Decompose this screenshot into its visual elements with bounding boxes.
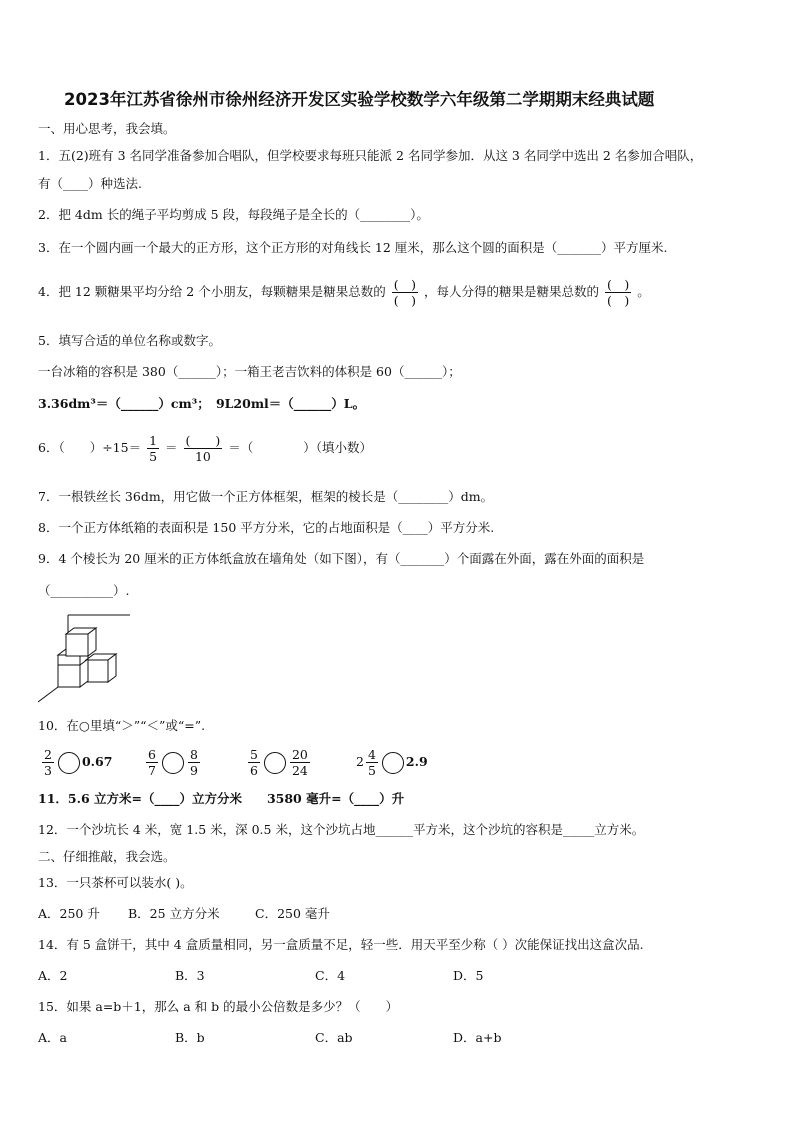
fraction-blank (605, 277, 631, 308)
fraction-blank-over-ten (184, 433, 223, 464)
fraction (248, 747, 260, 778)
numerator: 2 (44, 747, 52, 762)
denominator: 5 (149, 449, 158, 464)
compare-circle[interactable] (382, 752, 404, 774)
question-1-line-1: 1．五(2)班有 3 名同学准备参加合唱队，但学校要求每班只能派 2 名同学参加．从这 3 名同学中选出 2 名参加合唱队， (38, 148, 703, 163)
denominator: 9 (189, 763, 198, 778)
question-4-text-c: 。 (637, 284, 650, 299)
question-4 (38, 272, 650, 314)
equals-sign: ＝ (165, 440, 178, 455)
denominator: 7 (148, 763, 156, 778)
whole-number: 2 (356, 754, 364, 769)
question-9-line-2: （__________）. (38, 583, 130, 598)
question-8: 8．一个正方体纸箱的表面积是 150 平方分米，它的占地面积是（____）平方分米. (38, 520, 495, 535)
numerator: 5 (250, 747, 258, 762)
numerator-blank: ( ) (185, 433, 221, 448)
fraction-blank (392, 277, 418, 308)
comparison-item-3 (246, 743, 312, 783)
numerator-blank: ( ) (606, 277, 630, 292)
denominator: 5 (367, 763, 376, 778)
numerator: 1 (149, 433, 158, 448)
numerator: 20 (291, 747, 308, 762)
compare-circle[interactable] (58, 752, 80, 774)
fraction (42, 747, 54, 778)
question-7: 7．一根铁丝长 36dm，用它做一个正方体框架，框架的棱长是（________）dm。 (38, 489, 494, 504)
numerator: 8 (189, 747, 198, 762)
comparison-value: 0.67 (81, 754, 113, 769)
q15-option-d[interactable]: D．a+b (453, 1030, 502, 1045)
denominator-blank: ( ) (606, 293, 630, 308)
question-13: 13．一只茶杯可以装水( )。 (38, 875, 193, 890)
q14-option-b[interactable]: B．3 (175, 968, 205, 983)
fraction (366, 747, 378, 778)
fraction (146, 747, 158, 778)
denominator-blank: ( ) (393, 293, 416, 308)
question-15: 15．如果 a=b＋1，那么 a 和 b 的最小公倍数是多少？（ ） (38, 999, 399, 1014)
q14-option-d[interactable]: D．5 (453, 968, 484, 983)
fraction-one-fifth (147, 433, 159, 464)
q13-option-a[interactable]: A．250 升 (38, 906, 100, 921)
question-3: 3．在一个圆内画一个最大的正方形，这个正方形的对角线长 12 厘米，那么这个圆的面积是（_______）平方厘米. (38, 240, 668, 255)
compare-circle[interactable] (162, 752, 184, 774)
section-heading-1: 一、用心思考，我会填。 (38, 121, 176, 136)
denominator: 24 (291, 763, 308, 778)
numerator: 4 (367, 747, 376, 762)
q13-option-b[interactable]: B．25 立方分米 (128, 906, 220, 921)
q15-option-a[interactable]: A．a (38, 1030, 67, 1045)
question-4-text-a: 4．把 12 颗糖果平均分给 2 个小朋友，每颗糖果是糖果总数的 (38, 284, 386, 299)
q13-option-c[interactable]: C．250 毫升 (255, 906, 330, 921)
cubes-in-corner-figure (38, 610, 138, 705)
page-title: 2023年江苏省徐州市徐州经济开发区实验学校数学六年级第二学期期末经典试题 (64, 90, 655, 109)
question-12: 12．一个沙坑长 4 米，宽 1.5 米，深 0.5 米，这个沙坑占地______平方米，这个沙坑的容积是_____立方米。 (38, 822, 645, 837)
fraction (290, 747, 310, 778)
q15-option-b[interactable]: B．b (175, 1030, 205, 1045)
comparison-item-4 (356, 743, 428, 783)
question-1-line-2: 有（____）种选法. (38, 176, 142, 191)
comparison-item-1 (40, 743, 112, 783)
question-5-line-2: 3.36dm³＝（______）cm³； 9L20ml＝（______）L。 (38, 396, 366, 411)
section-heading-2: 二、仔细推敲，我会选。 (38, 849, 176, 864)
question-5-line-1: 一台冰箱的容积是 380（______）；一箱王老吉饮料的体积是 60（______）； (38, 364, 461, 379)
question-14: 14．有 5 盒饼干，其中 4 盒质量相同，另一盒质量不足，轻一些．用天平至少称（ ）次能保证找出这盒次品. (38, 937, 644, 952)
question-11: 11．5.6 立方米=（____）立方分米 3580 毫升=（____）升 (38, 791, 405, 806)
q14-option-c[interactable]: C．4 (315, 968, 346, 983)
compare-circle[interactable] (264, 752, 286, 774)
question-6 (38, 430, 372, 470)
denominator: 6 (250, 763, 258, 778)
fraction (188, 747, 200, 778)
question-10: 10．在○里填“＞”“＜”或“=”. (38, 718, 206, 733)
q14-option-a[interactable]: A．2 (38, 968, 68, 983)
question-6-tail: ＝（ ）（填小数） (228, 440, 373, 455)
question-5: 5．填写合适的单位名称或数字。 (38, 333, 221, 348)
numerator: 6 (148, 747, 156, 762)
comparison-item-2 (144, 743, 202, 783)
denominator: 10 (194, 449, 211, 464)
question-6-lead: 6．（ ）÷15＝ (38, 440, 142, 455)
comparison-value: 2.9 (405, 754, 428, 769)
question-4-text-b: ，每人分得的糖果是糖果总数的 (423, 284, 599, 299)
question-9-line-1: 9．4 个棱长为 20 厘米的正方体纸盒放在墙角处（如下图），有（_______）个面露在外面，露在外面的面积是 (38, 551, 645, 566)
denominator: 3 (44, 763, 52, 778)
numerator-blank: ( ) (393, 277, 416, 292)
question-2: 2．把 4dm 长的绳子平均剪成 5 段，每段绳子是全长的（________）。 (38, 207, 429, 222)
q15-option-c[interactable]: C．ab (315, 1030, 353, 1045)
